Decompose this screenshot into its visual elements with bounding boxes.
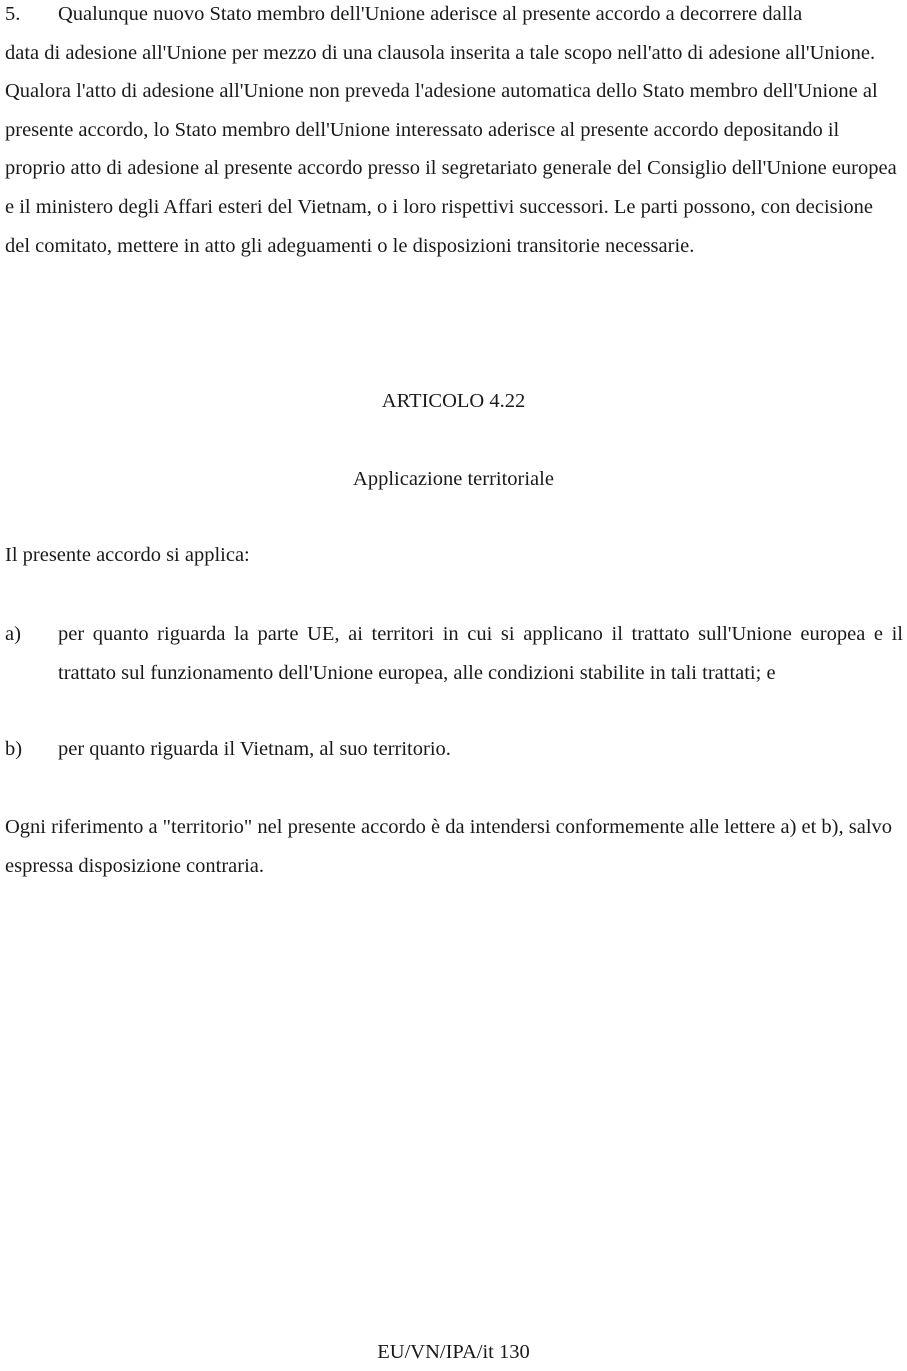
paragraph-5-lead: Qualunque nuovo Stato membro dell'Unione aderisce al presente accordo a decorrere dalla <box>58 3 803 25</box>
list-item-a <box>5 615 903 692</box>
page-footer-reference: EU/VN/IPA/it 130 <box>377 1341 530 1363</box>
closing-paragraph: Ogni riferimento a "territorio" nel presente accordo è da intendersi conformemente alle lettere a) et b), salvo espressa disposizione contraria. <box>5 816 893 877</box>
intro-text: Il presente accordo si applica: <box>5 544 250 566</box>
paragraph-5-first-line <box>5 0 903 34</box>
list-text-a: per quanto riguarda la parte UE, ai territori in cui si applicano il trattato sull'Unione europea e il trattato sul funzionamento dell'Unione europea, alle condizioni stabilite in tali trattati; e <box>58 623 903 684</box>
paragraph-5-body: data di adesione all'Unione per mezzo di una clausola inserita a tale scopo nell'atto di adesione all'Unione. Qualora l'atto di adesione all'Unione non preveda l'adesione automatica dello Stato membro dell'Unione al presente accordo, lo Stato membro dell'Unione interessato aderisce al presente accordo depositando il proprio atto di adesione al presente accordo presso il segretariato generale del Consiglio dell'Unione europea e il ministero degli Affari esteri del Vietnam, o i loro rispettivi successori. Le parti possono, con decisione del comitato, mettere in atto gli adeguamenti o le disposizioni transitorie necessarie. <box>5 41 897 257</box>
paragraph-number: 5. <box>5 3 21 25</box>
list-item-b <box>5 730 903 769</box>
article-title: Applicazione territoriale <box>353 468 554 490</box>
list-text-b: per quanto riguarda il Vietnam, al suo territorio. <box>58 738 451 760</box>
list-marker-a: a) <box>5 623 21 645</box>
list-marker-b: b) <box>5 738 23 760</box>
article-heading: ARTICOLO 4.22 <box>381 390 526 412</box>
